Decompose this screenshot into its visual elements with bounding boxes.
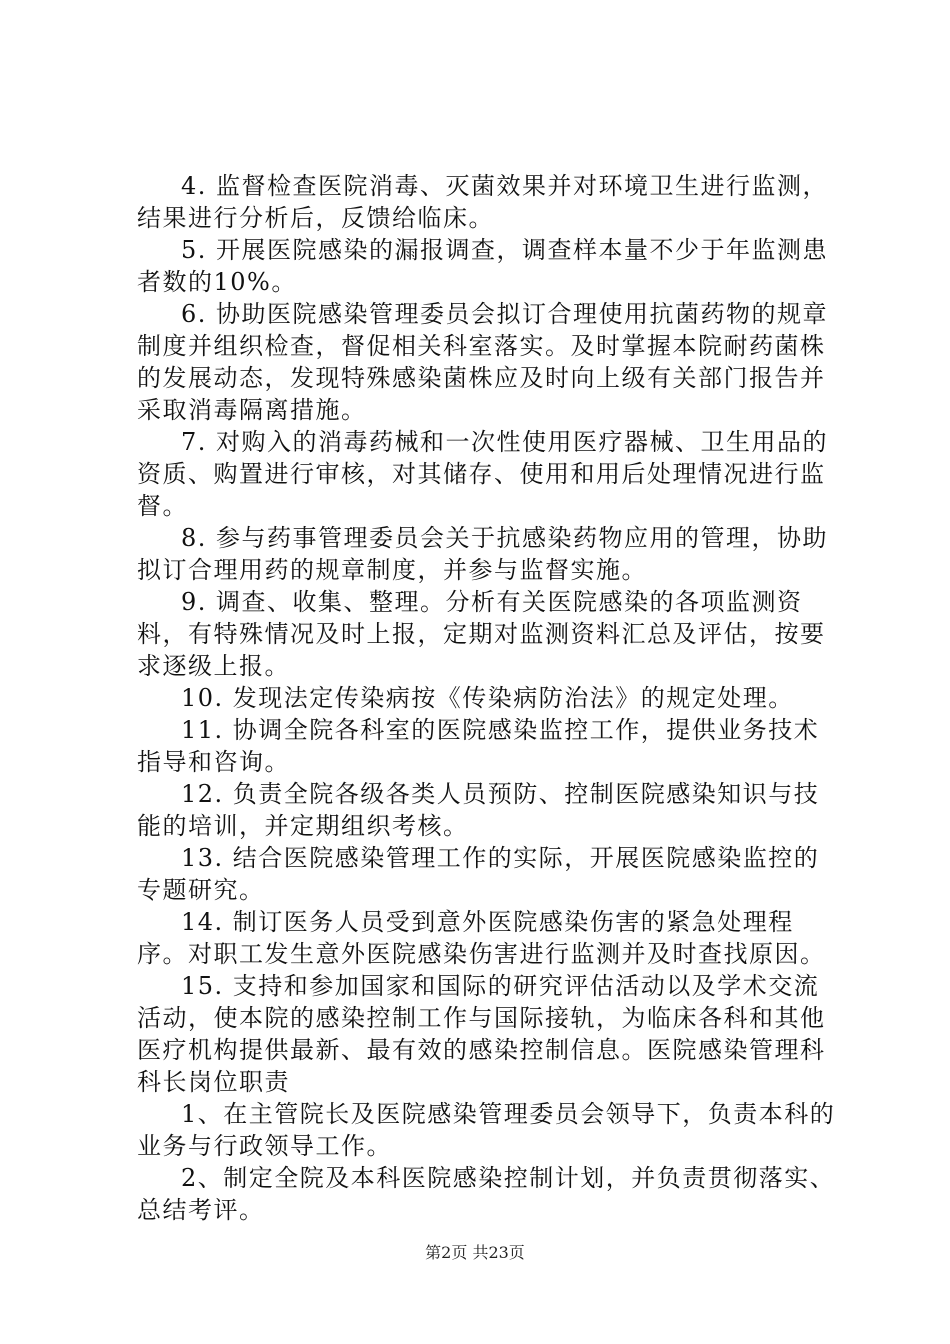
paragraph: 9. 调查、收集、整理。分析有关医院感染的各项监测资料，有特殊情况及时上报，定期对监测资料汇总及评估，按要求逐级上报。 — [137, 588, 826, 680]
paragraph: 10. 发现法定传染病按《传染病防治法》的规定处理。 — [181, 684, 794, 712]
paragraph: 7. 对购入的消毒药械和一次性使用医疗器械、卫生用品的资质、购置进行审核，对其储存、使用和用后处理情况进行监督。 — [137, 428, 829, 520]
paragraph: 1、在主管院长及医院感染管理委员会领导下，负责本科的业务与行政领导工作。 — [137, 1100, 836, 1160]
paragraph: 8. 参与药事管理委员会关于抗感染药物应用的管理，协助拟订合理用药的规章制度，并参与监督实施。 — [137, 524, 829, 584]
paragraph: 2、制定全院及本科医院感染控制计划，并负责贯彻落实、总结考评。 — [137, 1164, 836, 1224]
paragraph: 5. 开展医院感染的漏报调查，调查样本量不少于年监测患者数的10%。 — [137, 236, 829, 296]
paragraph: 12. 负责全院各级各类人员预防、控制医院感染知识与技能的培训，并定期组织考核。 — [137, 780, 820, 840]
paragraph: 11. 协调全院各科室的医院感染监控工作，提供业务技术指导和咨询。 — [137, 716, 820, 776]
paragraph: 4. 监督检查医院消毒、灭菌效果并对环境卫生进行监测，结果进行分析后，反馈给临床。 — [137, 172, 829, 232]
paragraph: 6. 协助医院感染管理委员会拟订合理使用抗菌药物的规章制度并组织检查，督促相关科室落实。及时掌握本院耐药菌株的发展动态，发现特殊感染菌株应及时向上级有关部门报告并采取消毒隔离措施。 — [137, 300, 829, 424]
page-number-footer: 第2页 共23页 — [425, 1243, 525, 1262]
paragraph: 13. 结合医院感染管理工作的实际，开展医院感染监控的专题研究。 — [137, 844, 820, 904]
paragraph: 14. 制订医务人员受到意外医院感染伤害的紧急处理程序。对职工发生意外医院感染伤害进行监测并及时查找原因。 — [137, 908, 826, 968]
paragraph: 15. 支持和参加国家和国际的研究评估活动以及学术交流活动，使本院的感染控制工作与国际接轨，为临床各科和其他医疗机构提供最新、最有效的感染控制信息。医院感染管理科科长岗位职责 — [137, 972, 826, 1096]
document-body — [137, 170, 837, 1226]
